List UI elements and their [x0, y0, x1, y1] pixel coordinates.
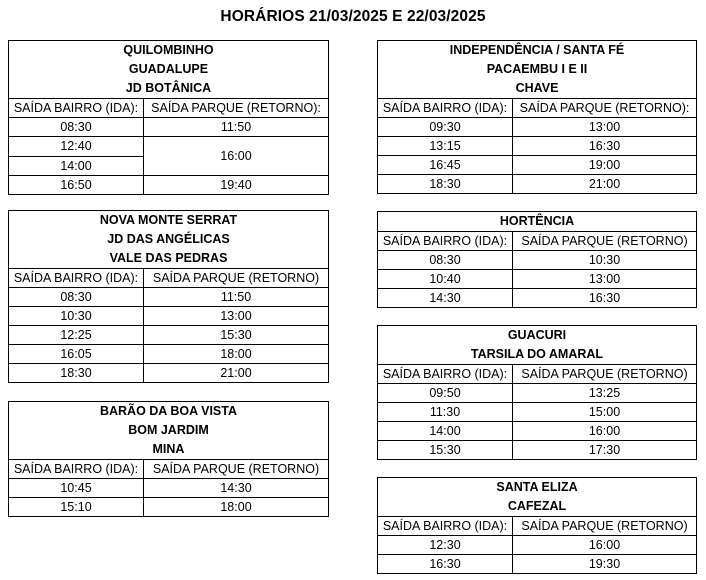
retorno-time: 18:00 — [220, 500, 252, 514]
route-name: PACAEMBU I E II — [486, 62, 588, 76]
ida-time: 16:30 — [378, 555, 513, 573]
table-row — [9, 325, 328, 344]
table-row — [9, 117, 328, 136]
retorno-time: 13:00 — [588, 272, 621, 286]
retorno-time: 13:00 — [220, 309, 252, 323]
route-name: JD BOTÂNICA — [125, 81, 212, 95]
table-row — [378, 421, 696, 440]
table-row — [9, 306, 328, 325]
route-name: HORTÊNCIA — [499, 214, 575, 228]
retorno-time: 17:30 — [588, 443, 621, 457]
table-row — [9, 344, 328, 363]
retorno-time: 19:30 — [588, 557, 621, 571]
table-row — [378, 554, 696, 573]
table-row — [378, 250, 696, 269]
retorno-time: 15:30 — [220, 328, 252, 342]
retorno-time: 16:30 — [588, 139, 621, 153]
table-row — [378, 269, 696, 288]
column-header-retorno: SAÍDA PARQUE (RETORNO) — [521, 234, 688, 248]
route-name: SANTA ELIZA — [496, 480, 578, 494]
column-header-ida: SAÍDA BAIRRO (IDA): — [9, 460, 144, 478]
route-name: BOM JARDIM — [128, 423, 209, 437]
table-row — [378, 383, 696, 402]
ida-time: 12:30 — [378, 536, 513, 554]
route-name: CHAVE — [515, 81, 559, 95]
table-row — [378, 174, 696, 193]
table-row — [378, 288, 696, 307]
table-row — [378, 155, 696, 174]
route-name: NOVA MONTE SERRAT — [99, 213, 238, 227]
retorno-time: 16:00 — [588, 538, 621, 552]
column-header-retorno: SAÍDA PARQUE (RETORNO): — [151, 101, 321, 115]
retorno-time: 16:00 — [588, 424, 621, 438]
route-name: CAFEZAL — [507, 499, 567, 513]
schedule-table-independencia — [377, 40, 697, 194]
column-header-retorno: SAÍDA PARQUE (RETORNO) — [152, 271, 320, 285]
route-name: INDEPENDÊNCIA / SANTA FÉ — [449, 43, 625, 57]
column-header-retorno: SAÍDA PARQUE (RETORNO) — [521, 519, 688, 533]
column-header-retorno: SAÍDA PARQUE (RETORNO) — [152, 462, 320, 476]
merged-row-group — [9, 136, 328, 175]
ida-time: 10:30 — [9, 307, 144, 325]
column-header-row — [9, 459, 328, 478]
retorno-time: 15:00 — [588, 405, 621, 419]
retorno-time: 13:25 — [588, 386, 621, 400]
retorno-time: 19:00 — [588, 158, 621, 172]
ida-time: 14:00 — [9, 156, 143, 175]
retorno-time: 21:00 — [588, 177, 621, 191]
schedule-table-quilombinho — [8, 40, 329, 195]
column-header-row — [9, 98, 328, 117]
schedule-table-guacuri — [377, 325, 697, 460]
table-row — [9, 287, 328, 306]
route-name: VALE DAS PEDRAS — [109, 251, 228, 265]
route-name: GUADALUPE — [128, 62, 209, 76]
route-name: QUILOMBINHO — [123, 43, 214, 57]
table-row — [378, 402, 696, 421]
ida-time: 16:50 — [9, 176, 144, 194]
schedule-table-hortencia — [377, 211, 697, 308]
column-header-row — [378, 364, 696, 383]
table-row — [378, 535, 696, 554]
ida-time: 15:30 — [378, 441, 513, 459]
table-row — [9, 175, 328, 194]
retorno-time: 11:50 — [220, 290, 252, 304]
ida-time: 18:30 — [9, 364, 144, 382]
table-row — [378, 136, 696, 155]
ida-time: 08:30 — [378, 251, 513, 269]
ida-time: 11:30 — [378, 403, 513, 421]
table-row — [9, 497, 328, 516]
route-name: GUACURI — [507, 328, 567, 342]
ida-time: 08:30 — [9, 118, 144, 136]
ida-time: 15:10 — [9, 498, 144, 516]
ida-time: 18:30 — [378, 175, 513, 193]
retorno-time: 11:50 — [220, 120, 252, 134]
column-header-ida: SAÍDA BAIRRO (IDA): — [9, 99, 144, 117]
column-header-row — [378, 98, 696, 117]
ida-time: 16:05 — [9, 345, 144, 363]
column-header-row — [378, 231, 696, 250]
column-header-retorno: SAÍDA PARQUE (RETORNO) — [521, 367, 688, 381]
ida-time: 14:30 — [378, 289, 513, 307]
column-header-ida: SAÍDA BAIRRO (IDA): — [9, 269, 144, 287]
column-header-retorno: SAÍDA PARQUE (RETORNO): — [519, 101, 690, 115]
ida-time: 16:45 — [378, 156, 513, 174]
column-header-row — [378, 516, 696, 535]
schedule-table-nova-monte-serrat — [8, 210, 329, 383]
route-name: TARSILA DO AMARAL — [470, 347, 604, 361]
table-row — [9, 363, 328, 382]
ida-time: 09:30 — [378, 118, 513, 136]
ida-time: 13:15 — [378, 137, 513, 155]
ida-time: 10:45 — [9, 479, 144, 497]
table-row — [378, 440, 696, 459]
retorno-time: 10:30 — [588, 253, 621, 267]
retorno-time: 18:00 — [220, 347, 252, 361]
retorno-time: 16:30 — [588, 291, 621, 305]
column-header-ida: SAÍDA BAIRRO (IDA): — [378, 232, 513, 250]
ida-time: 12:25 — [9, 326, 144, 344]
route-name: MINA — [152, 442, 185, 456]
schedule-table-barao — [8, 401, 329, 517]
table-row — [378, 117, 696, 136]
retorno-time: 13:00 — [588, 120, 621, 134]
column-header-row — [9, 268, 328, 287]
retorno-time: 19:40 — [220, 178, 252, 192]
ida-time: 12:40 — [60, 139, 92, 153]
ida-time: 08:30 — [9, 288, 144, 306]
column-header-ida: SAÍDA BAIRRO (IDA): — [378, 99, 513, 117]
column-header-ida: SAÍDA BAIRRO (IDA): — [378, 365, 513, 383]
table-row — [9, 478, 328, 497]
ida-time: 09:50 — [378, 384, 513, 402]
retorno-time: 21:00 — [220, 366, 252, 380]
ida-time: 14:00 — [378, 422, 513, 440]
retorno-time: 14:30 — [220, 481, 252, 495]
route-name: JD DAS ANGÉLICAS — [107, 232, 230, 246]
retorno-time-merged: 16:00 — [220, 149, 252, 163]
route-name: BARÃO DA BOA VISTA — [99, 404, 238, 418]
ida-time: 10:40 — [378, 270, 513, 288]
page-title: HORÁRIOS 21/03/2025 E 22/03/2025 — [220, 8, 486, 25]
schedule-table-santa-eliza — [377, 477, 697, 574]
column-header-ida: SAÍDA BAIRRO (IDA): — [378, 517, 513, 535]
